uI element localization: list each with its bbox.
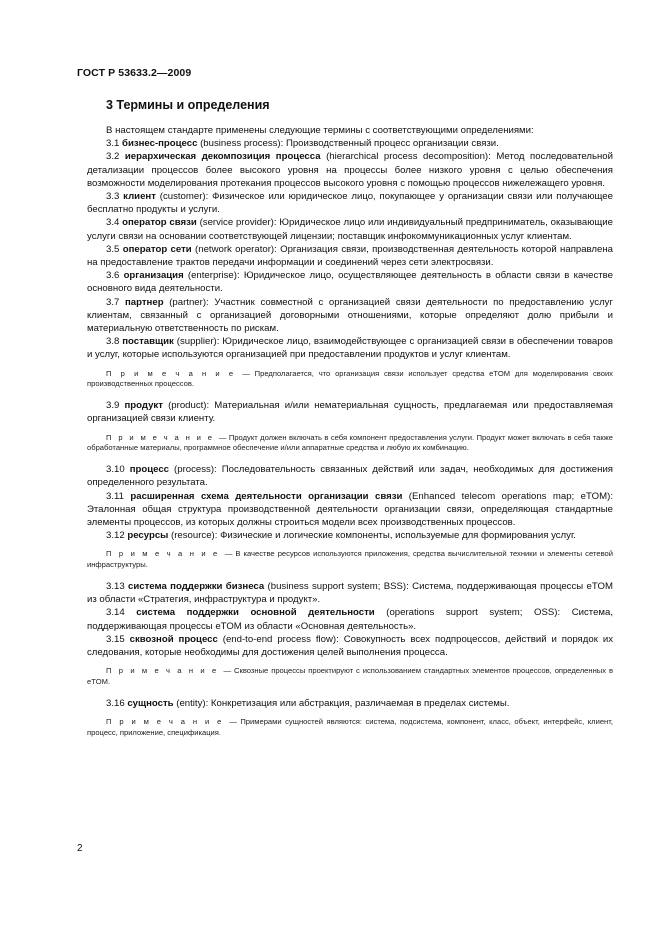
- definition-text: (partner): Участник совместной с организацией связи деятельности по предоставлению услуг клиентам, связанный с организацией договорными отношениями, которые определяют долю прибыли и материальную ответственность по рискам.: [87, 296, 613, 335]
- definition-number: 3.2: [106, 151, 125, 163]
- definition-term: оператор сети: [122, 243, 192, 255]
- definition-text: (supplier): Юридическое лицо, взаимодействующее с организацией связи в обеспечении товаров и услуг, которые используются организацией при предоставлении продуктов и услуг клиентам.: [87, 336, 613, 361]
- definition-number: 3.7: [106, 296, 125, 308]
- note-text: — Предполагается, что организация связи использует средства eTOM для моделирования своих производственных процессов.: [87, 368, 613, 389]
- note-text: — Примерами сущностей являются: система, подсистема, компонент, класс, объект, интерфейс, клиент, процесс, приложение, спецификация.: [87, 717, 613, 737]
- definition-item: [87, 490, 613, 530]
- definition-number: 3.4: [106, 217, 123, 229]
- definition-text: (Enhanced telecom operations map; eTOM): Эталонная общая структура производственной деятельности организации связи, определяющая стандартные элементы процессов, из которых должны строиться модели всех производственных процессов.: [87, 490, 613, 529]
- definition-term: партнер: [125, 296, 164, 308]
- definition-item: [87, 190, 613, 216]
- definition-text: (entity): Конкретизация или абстракция, различаемая в пределах системы.: [173, 697, 510, 709]
- definition-number: 3.11: [106, 490, 131, 502]
- definition-text: (enterprise): Юридическое лицо, осуществляющее деятельность в области связи в качестве основного вида деятельности.: [87, 270, 613, 295]
- definition-number: 3.3: [106, 191, 124, 203]
- definition-item: [87, 606, 613, 632]
- definition-item: [87, 697, 613, 710]
- definition-item: [87, 216, 613, 242]
- note-label: П р и м е ч а н и е: [106, 549, 225, 559]
- definition-text: (product): Материальная и/или нематериальная сущность, предлагаемая или предоставляемая организацией связи клиенту.: [87, 400, 613, 425]
- definition-item: [87, 399, 613, 425]
- definition-term: процесс: [129, 464, 170, 476]
- definition-item: [87, 243, 613, 269]
- note-text: — В качестве ресурсов используются приложения, средства вычислительной техники и элементы сетевой инфраструктуры.: [87, 549, 613, 570]
- definition-number: 3.1: [106, 138, 123, 150]
- definition-term: система поддержки основной деятельности: [136, 607, 375, 619]
- definition-text: (customer): Физическое или юридическое лицо, покупающее у организации связи или получающее бесплатно продукты и услуги.: [87, 191, 613, 216]
- definition-number: 3.10: [106, 464, 130, 476]
- definition-text: (business support system; BSS): Система, поддерживающая процессы eTOM из области «Стратегия, инфраструктура и продукт».: [87, 581, 613, 606]
- note-label: П р и м е ч а н и е: [106, 368, 243, 378]
- note-text: — Продукт должен включать в себя компонент предоставления услуги. Продукт может включать в себя также обработанные материалы, программное обеспечение и/или аппаратные средства и любую их комбинацию.: [87, 432, 613, 453]
- definition-note: [87, 549, 613, 571]
- definition-number: 3.9: [106, 400, 125, 412]
- definition-term: поставщик: [122, 336, 174, 348]
- definition-term: бизнес-процесс: [122, 138, 198, 150]
- definition-item: [87, 580, 613, 606]
- note-text: — Сквозные процессы проектируют с использованием стандартных элементов процессов, определенных в eTOM.: [87, 666, 613, 687]
- definition-number: 3.8: [106, 336, 123, 348]
- definition-item: [87, 463, 613, 489]
- definition-text: (network operator): Организация связи, производственная деятельность которой направлена на предоставление трактов передачи информации и соединений через сети электросвязи.: [87, 243, 613, 269]
- definition-term: сквозной процесс: [129, 633, 218, 645]
- definitions-list: [87, 137, 613, 738]
- definition-note: [87, 369, 613, 391]
- definition-text: (service provider): Юридическое лицо или индивидуальный предприниматель, оказывающие услуги связи на основании соответствующей лицензии; поставщик инфокоммуникационных услуг клиентам.: [87, 217, 613, 242]
- definition-term: клиент: [123, 191, 156, 203]
- document-header: ГОСТ Р 53633.2—2009: [77, 67, 192, 79]
- definition-term: ресурсы: [127, 530, 169, 542]
- definition-text: (hierarchical process decomposition): Метод последовательной детализации процессов более высокого уровня на процессы более низкого уровня с целью обеспечения возможности моделирования протекания процессов высокого уровня с помощью процессов нижележащего уровня.: [87, 151, 613, 189]
- definition-text: (process): Последовательность связанных действий или задач, необходимых для достижения определенного результата.: [87, 464, 613, 489]
- section-title: 3 Термины и определения: [106, 98, 270, 112]
- definition-number: 3.5: [106, 243, 123, 255]
- definition-note: [87, 433, 613, 455]
- definition-term: расширенная схема деятельности организации связи: [130, 490, 403, 502]
- definition-text: (end-to-end process flow): Совокупность всех подпроцессов, действий и порядок их следования, которые необходимы для достижения целей выполнения процесса.: [87, 633, 613, 659]
- page-number: 2: [77, 843, 83, 854]
- note-label: П р и м е ч а н и е: [106, 666, 224, 676]
- definition-term: система поддержки бизнеса: [128, 581, 265, 593]
- definition-item: [87, 269, 613, 295]
- definition-text: (resource): Физические и логические компоненты, используемые для формирования услуг.: [168, 530, 576, 542]
- note-label: П р и м е ч а н и е: [106, 432, 219, 442]
- definition-item: [87, 137, 613, 150]
- definition-number: 3.15: [106, 633, 130, 645]
- definition-number: 3.12: [106, 530, 128, 542]
- definition-item: [87, 296, 613, 336]
- definition-note: [87, 717, 613, 739]
- definition-term: иерархическая декомпозиция процесса: [124, 151, 321, 163]
- definition-number: 3.6: [106, 270, 124, 282]
- definition-term: оператор связи: [122, 217, 197, 229]
- definition-item: [87, 633, 613, 659]
- definition-text: (operations support system; OSS): Система, поддерживающая процессы eTOM из области «Основная деятельность».: [87, 607, 614, 632]
- definition-item: [87, 529, 613, 542]
- definition-number: 3.14: [106, 607, 137, 619]
- intro-paragraph: В настоящем стандарте применены следующие термины с соответствующими определениями:: [106, 125, 534, 136]
- document-body: [87, 124, 613, 748]
- note-label: П р и м е ч а н и е: [106, 717, 230, 727]
- definition-term: продукт: [124, 400, 163, 412]
- definition-item: [87, 335, 613, 361]
- definition-text: (business process): Производственный процесс организации связи.: [197, 138, 499, 150]
- definition-term: сущность: [127, 697, 174, 709]
- definition-number: 3.16: [106, 697, 128, 709]
- definition-note: [87, 666, 613, 688]
- definition-number: 3.13: [106, 581, 129, 593]
- definition-item: [87, 150, 613, 190]
- definition-term: организация: [123, 270, 184, 282]
